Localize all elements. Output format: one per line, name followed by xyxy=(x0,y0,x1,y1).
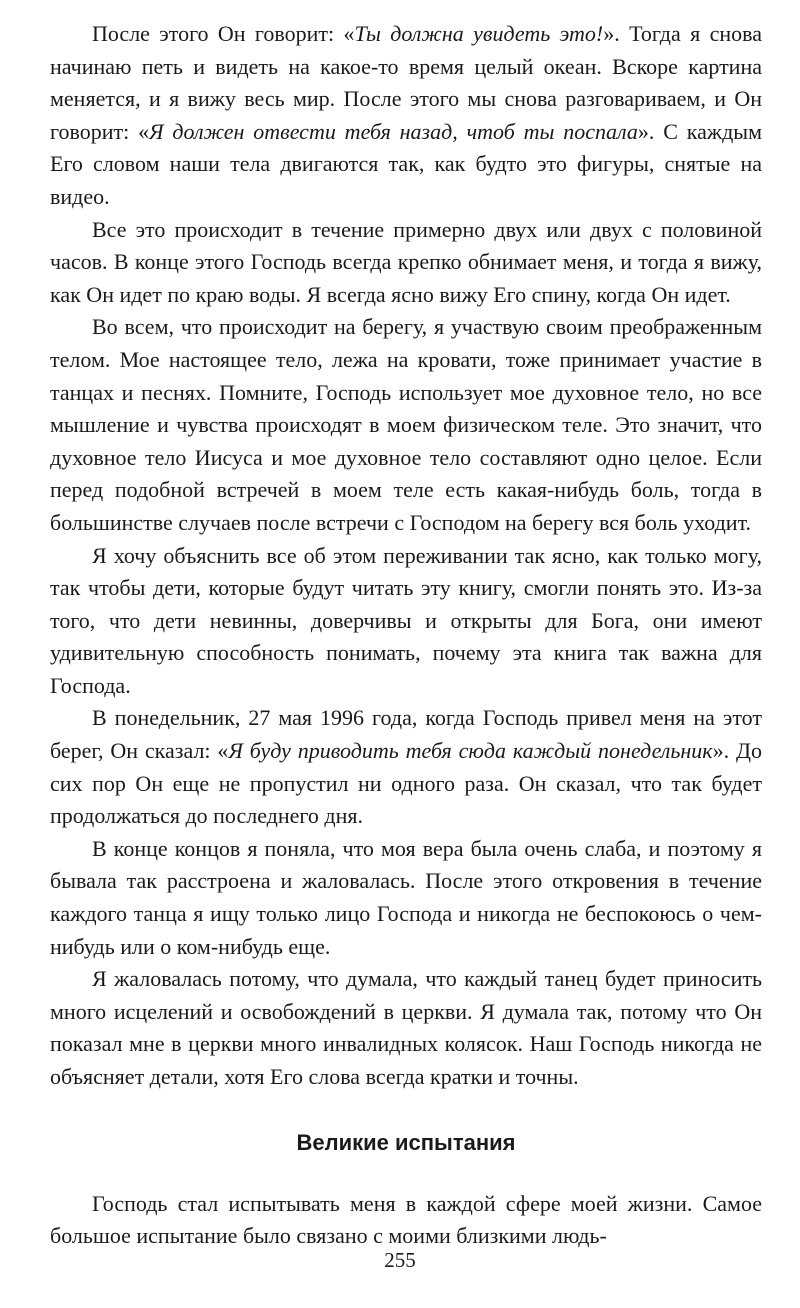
paragraph xyxy=(50,540,762,703)
paragraph xyxy=(50,18,762,214)
text-run: После этого Он говорит: « xyxy=(92,21,355,46)
paragraph xyxy=(50,963,762,1093)
paragraph xyxy=(50,833,762,963)
page-number: 255 xyxy=(384,1248,416,1272)
text-run: В конце концов я поняла, что моя вера была очень слаба, и поэтому я бывала так расстроена и жаловалась. После этого откровения в течение каждого танца я ищу только лицо Господа и никогда не беспокоюсь о чем-нибудь или о ком-нибудь еще. xyxy=(50,835,762,959)
text-run: ». С каждым Его словом наши тела двигаются так, как будто это фигуры, снятые на видео. xyxy=(50,118,763,209)
book-page xyxy=(50,18,762,1253)
quote-italic: Я должен отвести тебя назад, чтоб ты поспала xyxy=(149,118,638,144)
paragraph xyxy=(50,1188,762,1253)
quote-italic: Я буду приводить тебя сюда каждый понедельник xyxy=(228,738,713,764)
text-run: Во всем, что происходит на берегу, я участвую своим преображенным телом. Мое настоящее тело, лежа на кровати, тоже принимает участие в танцах и песнях. Помните, Господь использует мое духовное тело, но все мышление и чувства происходят в моем физическом теле. Это значит, что духовное тело Иисуса и мое духовное тело составляют одно целое. Если перед подобной встречей в моем теле есть какая-нибудь боль, тогда в большинстве случаев после встречи с Господом на берегу вся боль уходит. xyxy=(50,314,762,535)
text-run: Я жаловалась потому, что думала, что каждый танец будет приносить много исцелений и освобождений в церкви. Я думала так, потому что Он показал мне в церкви много инвалидных колясок. Наш Господь никогда не объясняет детали, хотя Его слова всегда кратки и точны. xyxy=(50,966,762,1089)
text-body-before xyxy=(50,18,762,1094)
paragraph xyxy=(50,311,762,539)
paragraph xyxy=(50,702,762,832)
quote-italic: Ты должна увидеть это! xyxy=(354,21,604,46)
text-run: Я хочу объяснить все об этом переживании так ясно, как только могу, так чтобы дети, которые будут читать эту книгу, смогли понять это. Из-за того, что дети невинны, доверчивы и открыты для Бога, они имеют удивительную способность понимать, почему эта книга так важна для Господа. xyxy=(50,542,762,698)
text-body-after xyxy=(50,1188,762,1253)
text-run: Господь стал испытывать меня в каждой сфере моей жизни. Самое большое испытание было связано с моими близкими людь- xyxy=(50,1190,762,1249)
text-run: ». До сих пор Он еще не пропустил ни одного раза. Он сказал, что так будет продолжаться до последнего дня. xyxy=(50,738,763,829)
text-run: В понедельник, 27 мая 1996 года, когда Господь привел меня на этот берег, Он сказал: « xyxy=(50,705,762,764)
section-heading: Великие испытания xyxy=(296,1129,516,1155)
text-run: Все это происходит в течение примерно двух или двух с половиной часов. В конце этого Господь всегда крепко обнимает меня, и тогда я вижу, как Он идет по краю воды. Я всегда ясно вижу Его спину, когда Он идет. xyxy=(50,216,762,307)
paragraph xyxy=(50,214,762,312)
text-run: ». Тогда я снова начинаю петь и видеть на какое-то время целый океан. Вскоре картина меняется, и я вижу весь мир. После этого мы снова разговариваем, и Он говорит: « xyxy=(50,21,762,144)
